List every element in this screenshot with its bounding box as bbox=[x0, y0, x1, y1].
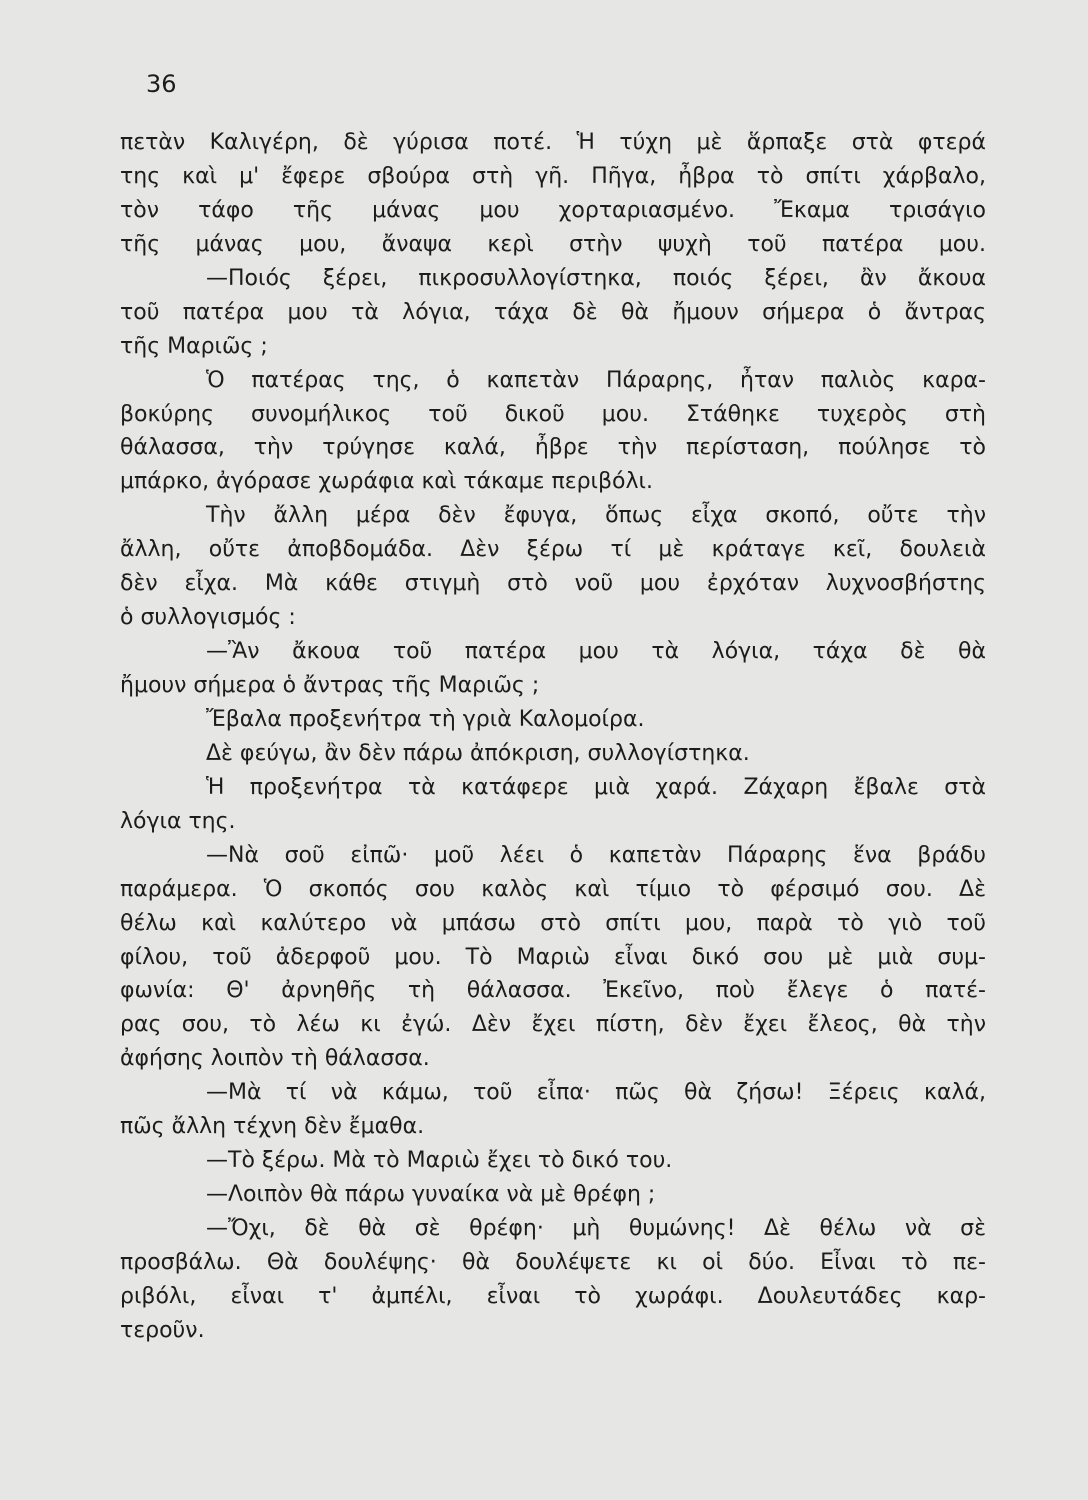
text-line: Τὴν ἄλλη μέρα δὲν ἔφυγα, ὅπως εἶχα σκοπό, οὔτε τὴν bbox=[206, 503, 986, 529]
text-line: Ὁ πατέρας της, ὁ καπετὰν Πάραρης, ἦταν παλιὸς καρα- bbox=[206, 367, 986, 393]
text-line: —Λοιπὸν θὰ πάρω γυναίκα νὰ μὲ θρέφη ; bbox=[206, 1182, 656, 1208]
text-line: παράμερα. Ὁ σκοπός σου καλὸς καὶ τίμιο τὸ φέρσιμό σου. Δὲ bbox=[120, 876, 986, 902]
text-line: τὸν τάφο τῆς μάνας μου χορταριασμένο. Ἔκαμα τρισάγιο bbox=[120, 197, 986, 223]
text-line: βοκύρης συνομήλικος τοῦ δικοῦ μου. Στάθηκε τυχερὸς στὴ bbox=[120, 401, 986, 427]
text-line: Ἔβαλα προξενήτρα τὴ γριὰ Καλομοίρα. bbox=[206, 706, 645, 732]
text-line: φωνία: Θ' ἀρνηθῆς τὴ θάλασσα. Ἐκεῖνο, ποὺ ἔλεγε ὁ πατέ- bbox=[120, 978, 986, 1004]
text-line: Δὲ φεύγω, ἂν δὲν πάρω ἀπόκριση, συλλογίστηκα. bbox=[206, 740, 750, 766]
text-line: τῆς μάνας μου, ἄναψα κερὶ στὴν ψυχὴ τοῦ πατέρα μου. bbox=[120, 231, 986, 257]
text-line: ριβόλι, εἶναι τ' ἀμπέλι, εἶναι τὸ χωράφι. Δουλευτάδες καρ- bbox=[120, 1283, 986, 1309]
text-line: φίλου, τοῦ ἀδερφοῦ μου. Τὸ Μαριὼ εἶναι δικό σου μὲ μιὰ συμ- bbox=[120, 944, 986, 970]
text-line: θάλασσα, τὴν τρύγησε καλά, ἦβρε τὴν περίσταση, πούλησε τὸ bbox=[120, 435, 986, 461]
text-line: —Ἂν ἄκουα τοῦ πατέρα μου τὰ λόγια, τάχα δὲ θὰ bbox=[206, 639, 986, 665]
text-line: ἄλλη, οὔτε ἀποβδομάδα. Δὲν ξέρω τί μὲ κράταγε κεῖ, δουλειὰ bbox=[120, 537, 986, 563]
text-line: δὲν εἶχα. Μὰ κάθε στιγμὴ στὸ νοῦ μου ἐρχόταν λυχνοσβήστης bbox=[120, 571, 986, 597]
text-line: ἀφήσης λοιπὸν τὴ θάλασσα. bbox=[120, 1046, 430, 1072]
text-line: πετὰν Καλιγέρη, δὲ γύρισα ποτέ. Ἡ τύχη μὲ ἅρπαξε στὰ φτερά bbox=[120, 130, 986, 155]
text-line: —Νὰ σοῦ εἰπῶ· μοῦ λέει ὁ καπετὰν Πάραρης ἕνα βράδυ bbox=[206, 842, 986, 868]
text-line: προσβάλω. Θὰ δουλέψης· θὰ δουλέψετε κι οἱ δύο. Εἶναι τὸ πε- bbox=[120, 1249, 986, 1275]
text-line: πῶς ἄλλη τέχνη δὲν ἔμαθα. bbox=[120, 1114, 425, 1140]
text-line: ρας σου, τὸ λέω κι ἐγώ. Δὲν ἔχει πίστη, δὲν ἔχει ἔλεος, θὰ τὴν bbox=[120, 1012, 986, 1038]
body-text bbox=[120, 126, 986, 1348]
text-line: θέλω καὶ καλύτερο νὰ μπάσω στὸ σπίτι μου, παρὰ τὸ γιὸ τοῦ bbox=[120, 910, 986, 936]
text-line: ἤμουν σήμερα ὁ ἄντρας τῆς Μαριῶς ; bbox=[120, 673, 540, 698]
text-line: —Ὄχι, δὲ θὰ σὲ θρέφη· μὴ θυμώνης! Δὲ θέλω νὰ σὲ bbox=[206, 1216, 986, 1241]
text-line: —Τὸ ξέρω. Μὰ τὸ Μαριὼ ἔχει τὸ δικό του. bbox=[206, 1148, 673, 1174]
text-line: —Ποιός ξέρει, πικροσυλλογίστηκα, ποιός ξέρει, ἂν ἄκουα bbox=[206, 265, 986, 291]
text-line: της καὶ μ' ἔφερε σβούρα στὴ γῆ. Πῆγα, ἦβρα τὸ σπίτι χάρβαλο, bbox=[120, 163, 986, 189]
page-number: 36 bbox=[146, 70, 177, 98]
text-line: Ἡ προξενήτρα τὰ κατάφερε μιὰ χαρά. Ζάχαρη ἔβαλε στὰ bbox=[206, 774, 986, 800]
text-line: —Μὰ τί νὰ κάμω, τοῦ εἶπα· πῶς θὰ ζήσω! Ξέρεις καλά, bbox=[206, 1080, 986, 1106]
text-line: μπάρκο, ἀγόρασε χωράφια καὶ τάκαμε περιβόλι. bbox=[120, 469, 653, 495]
text-line: τοῦ πατέρα μου τὰ λόγια, τάχα δὲ θὰ ἤμουν σήμερα ὁ ἄντρας bbox=[120, 299, 986, 325]
text-line: τῆς Μαριῶς ; bbox=[120, 333, 268, 359]
text-line: ὁ συλλογισμός : bbox=[120, 605, 296, 631]
text-line: τεροῦν. bbox=[120, 1317, 205, 1343]
text-line: λόγια της. bbox=[120, 808, 236, 834]
